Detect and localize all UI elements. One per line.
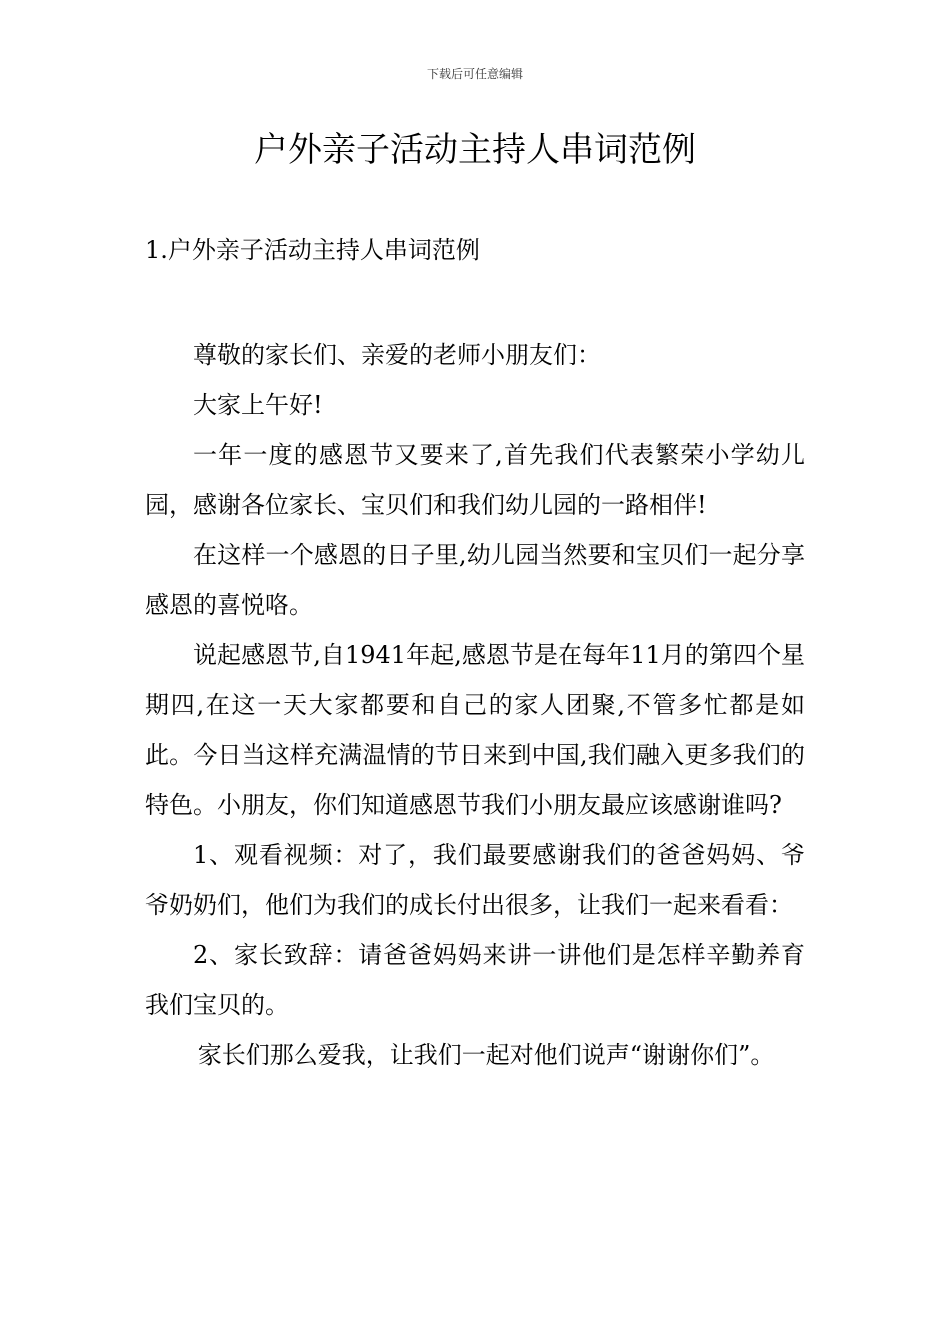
document-title: 户外亲子活动主持人串词范例 <box>254 130 696 170</box>
paragraph-watch-video: 1、观看视频：对了，我们最要感谢我们的爸爸妈妈、爷爷奶奶们，他们为我们的成长付出很多，让我们一起来看看： <box>145 841 805 919</box>
paragraph-thank-you: 家长们那么爱我，让我们一起对他们说声“谢谢你们”。 <box>197 1041 775 1069</box>
document-body <box>145 330 805 1080</box>
paragraph-greeting: 尊敬的家长们、亲爱的老师小朋友们： <box>193 341 601 369</box>
paragraph-good-morning: 大家上午好! <box>193 391 323 419</box>
paragraph-share-joy: 在这样一个感恩的日子里,幼儿园当然要和宝贝们一起分享感恩的喜悦咯。 <box>145 541 805 619</box>
header-note: 下载后可任意编辑 <box>426 67 523 81</box>
paragraph-parent-speech: 2、家长致辞：请爸爸妈妈来讲一讲他们是怎样辛勤养育我们宝贝的。 <box>145 941 805 1019</box>
paragraph-thanksgiving-history: 说起感恩节,自1941年起,感恩节是在每年11月的第四个星期四,在这一天大家都要和自己的家人团聚,不管多忙都是如此。今日当这样充满温情的节日来到中国,我们融入更多我们的特色。小朋友，你们知道感恩节我们小朋友最应该感谢谁吗? <box>145 641 805 819</box>
section-heading: 1.户外亲子活动主持人串词范例 <box>145 236 480 264</box>
paragraph-thanksgiving-intro: 一年一度的感恩节又要来了,首先我们代表繁荣小学幼儿园，感谢各位家长、宝贝们和我们幼儿园的一路相伴! <box>145 441 805 519</box>
